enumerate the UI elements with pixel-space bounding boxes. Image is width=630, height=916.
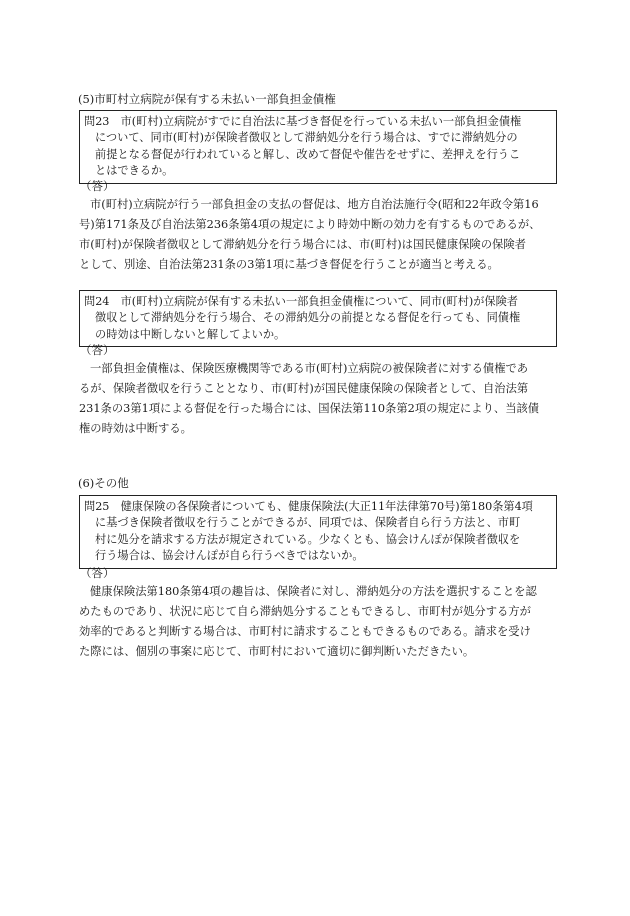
question-25-box [79, 495, 557, 569]
answer-23-line-3: 市(町村)が保険者徴収として滞納処分を行う場合には、市(町村)は国民健康保険の保険者 [79, 238, 526, 251]
question-24-line-3: の時効は中断しないと解してよいか。 [95, 327, 286, 341]
question-25-line-2: に基づき保険者徴収を行うことができるが、同項では、保険者自ら行う方法と、市町 [95, 516, 521, 530]
answer-23-line-2: 号)第171条及び自治法第236条第4項の規定により時効中断の効力を有するものであるが、 [79, 218, 541, 231]
question-23-line-4: とはできるか。 [95, 164, 174, 178]
answer-24-line-2: るが、保険者徴収を行うこととなり、市(町村)が国民健康保険の保険者として、自治法第 [79, 382, 529, 395]
answer-25-line-2: めたものであり、状況に応じて自ら滞納処分することもできるし、市町村が処分する方が [79, 605, 531, 618]
answer-25-line-4: た際には、個別の事案に応じて、市町村において適切に御判断いただきたい。 [79, 645, 475, 658]
answer-23-line-4: として、別途、自治法第231条の3第1項に基づき督促を行うことが適当と考える。 [79, 258, 499, 271]
question-23-box [79, 110, 557, 184]
answer-24-line-4: 権の時効は中断する。 [79, 422, 192, 435]
question-23-line-1: 問23 市(町村)立病院がすでに自治法に基づき督促を行っている未払い一部負担金債権 [84, 115, 522, 128]
answer-24 [79, 359, 559, 439]
answer-24-line-3: 231条の3第1項による督促を行った場合には、国保法第110条第2項の規定により、当該債 [79, 402, 540, 415]
section-5-heading: (5)市町村立病院が保有する未払い一部負担金債権 [78, 92, 336, 106]
answer-23-line-1: 市(町村)立病院が行う一部負担金の支払の督促は、地方自治法施行令(昭和22年政令第16 [90, 198, 539, 211]
answer-25 [79, 582, 559, 662]
answer-25-line-3: 効率的であると判断する場合は、市町村に請求することもできるものである。請求を受け [79, 625, 531, 638]
answer-24-line-1: 一部負担金債権は、保険医療機関等である市(町村)立病院の被保険者に対する債権であ [90, 362, 529, 375]
question-25-line-3: 村に処分を請求する方法が規定されている。少なくとも、協会けんぽが保険者徴収を [95, 532, 521, 546]
answer-25-line-1: 健康保険法第180条第4項の趣旨は、保険者に対し、滞納処分の方法を選択することを認 [90, 585, 537, 598]
answer-23-label: （答） [80, 179, 115, 193]
question-24-box [79, 290, 557, 347]
question-23-line-3: 前提となる督促が行われていると解し、改めて督促や催告をせずに、差押えを行うこ [95, 147, 521, 161]
question-25-line-4: 行う場合は、協会けんぽが自ら行うべきではないか。 [95, 549, 364, 563]
question-25-line-1: 問25 健康保険の各保険者についても、健康保険法(大正11年法律第70号)第180条第4項 [84, 500, 533, 513]
answer-24-label: （答） [80, 343, 115, 357]
question-23-line-2: について、同市(町村)が保険者徴収として滞納処分を行う場合は、すでに滞納処分の [95, 131, 518, 145]
question-24-line-2: 徴収として滞納処分を行う場合、その滞納処分の前提となる督促を行っても、同債権 [95, 311, 521, 325]
answer-25-label: （答） [80, 566, 115, 580]
answer-23 [79, 195, 559, 275]
section-6-heading: (6)その他 [78, 476, 129, 490]
question-24-line-1: 問24 市(町村)立病院が保有する未払い一部負担金債権について、同市(町村)が保険者 [84, 295, 518, 308]
